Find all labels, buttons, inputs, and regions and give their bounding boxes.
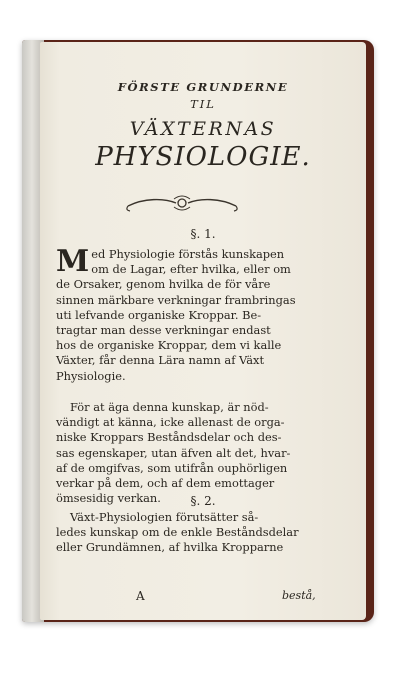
text-line: hos de organiske Kroppar, dem vi kalle [56,338,282,353]
text-line: om de Lagar, efter hvilka, eller om [91,262,291,277]
paragraph-3 [56,510,308,556]
title-line-1: FÖRSTE GRUNDERNE [117,80,289,94]
text-line: ömsesidig verkan. [56,491,161,506]
text-line: Växt-Physiologien förutsätter så- [70,510,259,524]
text-line: sas egenskaper, utan äfven alt det, hvar- [56,445,291,460]
title-line-4: PHYSIOLOGIE. [95,142,311,172]
text-line: niske Kroppars Beståndsdelar och des- [56,430,282,445]
paragraph-1 [56,244,308,384]
text-line: de Orsaker, genom hvilka de för våre [56,277,271,292]
text-line: uti lefvande organiske Kroppar. Be- [56,307,262,322]
text-line: Physiologie. [56,368,126,383]
book-page [40,42,366,620]
text-line: För at äga denna kunskap, är nöd- [70,400,269,414]
text-line: af de omgifvas, som utifrån ouphörligen [56,460,288,475]
book [22,40,374,622]
text-line: eller Grundämnen, af hvilka Kropparne [56,540,284,555]
text-line: sinnen märkbare verkningar frambringas [56,292,296,307]
text-line: tragtar man desse verkningar endast [56,323,271,338]
text-line: verkar på dem, och af dem emottager [56,476,275,491]
drop-cap: M [56,244,90,279]
section-mark-2: §. 2. [190,494,216,508]
paragraph-2 [56,400,308,506]
signature-mark: A [136,589,145,603]
title-line-3: VÄXTERNAS [129,118,277,140]
section-mark-1: §. 1. [190,227,216,241]
text-line: vändigt at känna, icke allenast de orga- [56,415,285,430]
ornament-divider-icon [124,192,240,214]
text-line: ledes kunskap om de enkle Beståndsdelar [56,525,299,540]
catchword: bestå, [282,589,316,602]
title-line-2: TIL [190,97,216,111]
text-line: ed Physiologie förstås kunskapen [91,247,285,261]
text-line: Växter, får denna Lära namn af Växt [56,353,265,368]
